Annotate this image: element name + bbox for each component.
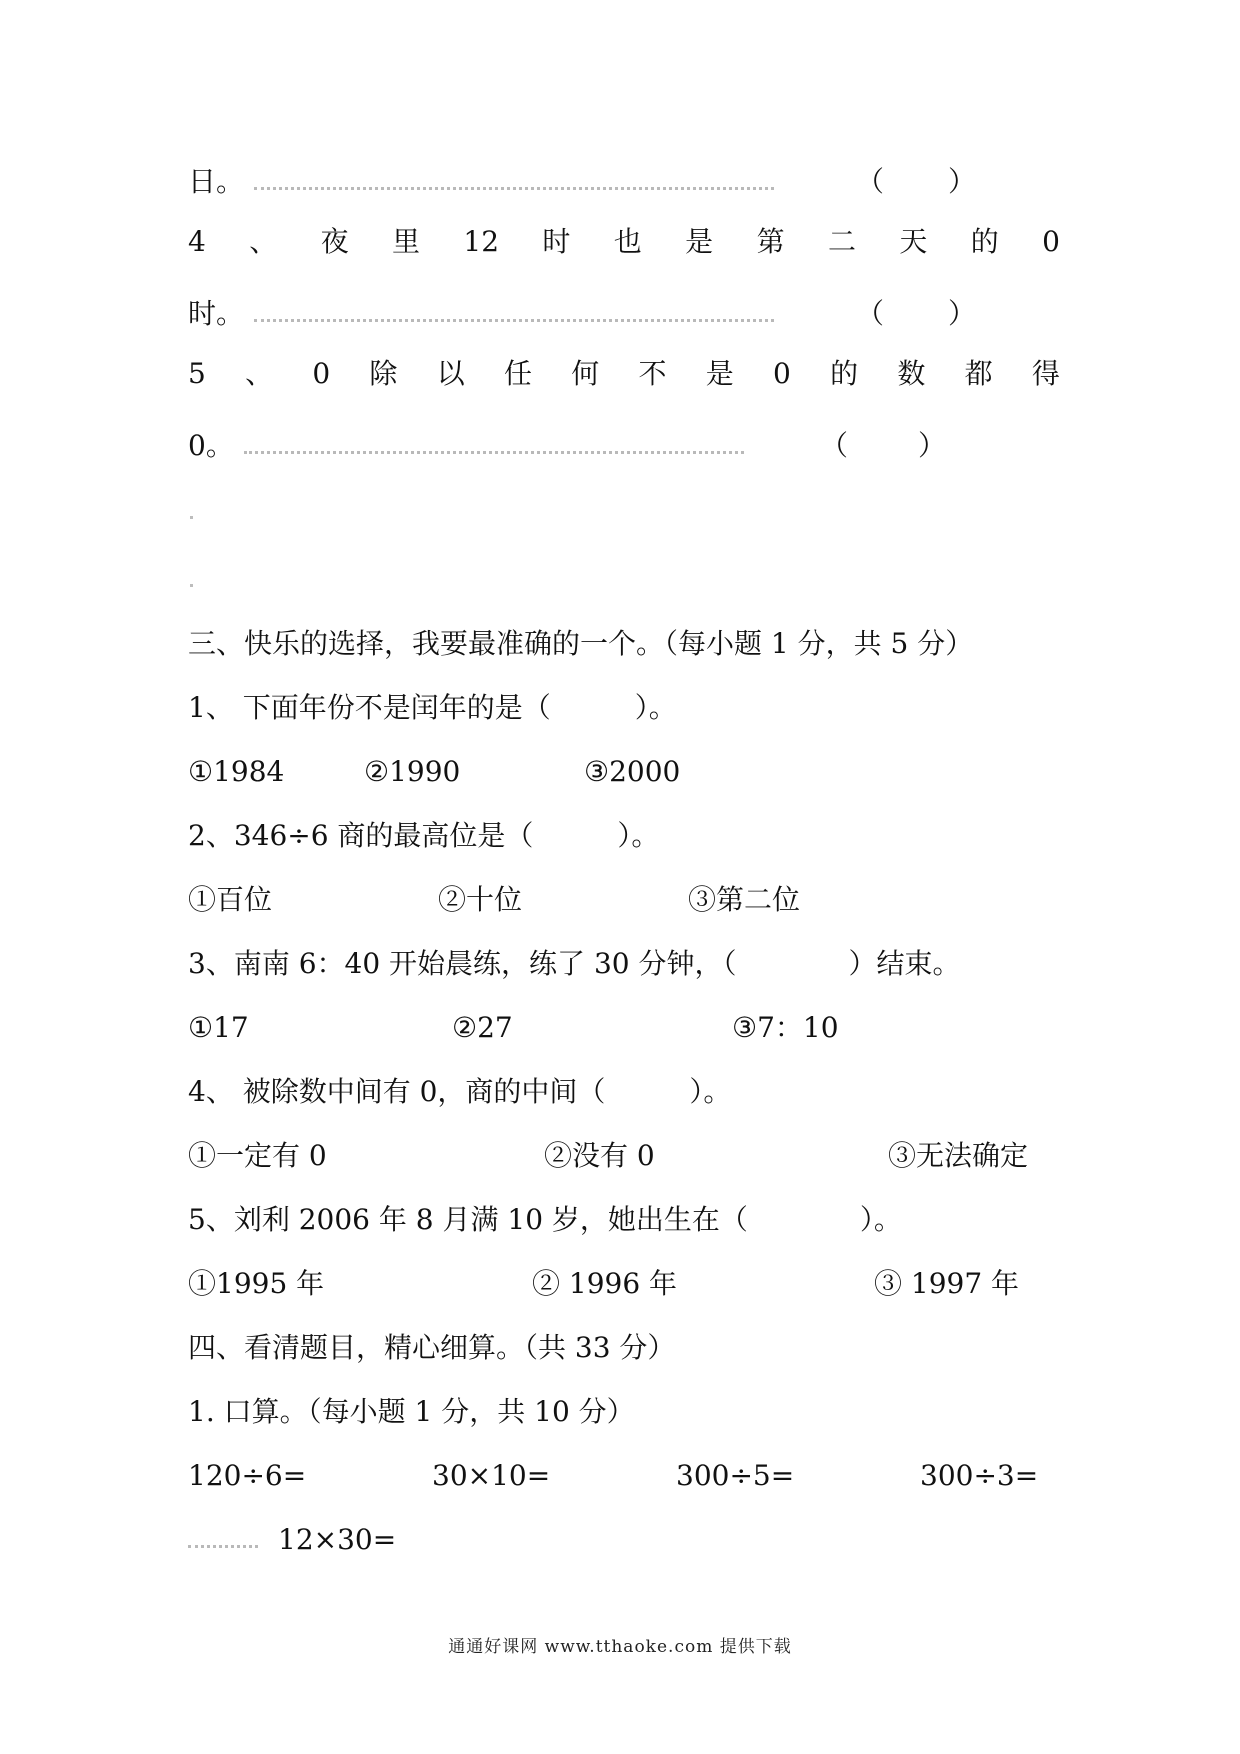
judge-q5-line (188, 350, 1060, 398)
judge-q5-end-text: 0。 (188, 429, 234, 462)
judge-q5-end-line (188, 422, 1060, 470)
option-1: ①1984 (188, 755, 285, 788)
char: 除 (369, 357, 398, 390)
answer-paren-open: （ (856, 297, 885, 330)
math-item: 300÷5= (676, 1459, 795, 1492)
option-3: ③无法确定 (888, 1139, 1029, 1172)
char: 的 (830, 357, 859, 390)
char: 里 (391, 225, 420, 258)
option-2: ② 1996 年 (532, 1267, 678, 1300)
judge-q3-end-text: 日。 (188, 165, 245, 198)
char: 时 (542, 225, 571, 258)
math-item: 300÷3= (920, 1459, 1039, 1492)
judge-q5-spaced-text (188, 350, 1060, 398)
choice-q1-options (188, 748, 1060, 796)
leader-dots (254, 177, 774, 190)
mental-math-row-2 (188, 1516, 396, 1564)
option-2: ②27 (452, 1011, 513, 1044)
char: 数 (897, 357, 926, 390)
char: 也 (613, 225, 642, 258)
choice-q5: 5、刘利 2006 年 8 月满 10 岁，她出生在（ ）。 (188, 1203, 902, 1236)
char: 任 (503, 357, 532, 390)
section4-heading: 四、看清题目，精心细算。（共 33 分） (188, 1331, 676, 1364)
choice-q4: 4、 被除数中间有 0，商的中间（ ）。 (188, 1075, 732, 1108)
char: 是 (685, 225, 714, 258)
leader-dots (188, 1535, 258, 1548)
option-1: ①一定有 0 (188, 1139, 327, 1172)
char: 天 (899, 225, 928, 258)
choice-q3: 3、南南 6：40 开始晨练，练了 30 分钟，（ ）结束。 (188, 947, 961, 980)
mental-math-row-1 (188, 1452, 1060, 1500)
choice-q2-options (188, 876, 1060, 924)
char: 第 (756, 225, 785, 258)
footer-credit: 通通好课网 www.tthaoke.com 提供下载 (448, 1637, 792, 1657)
option-2: ②没有 0 (544, 1139, 655, 1172)
char: 0 (773, 357, 791, 390)
option-3: ③7：10 (732, 1011, 839, 1044)
option-1: ①百位 (188, 883, 273, 916)
option-2: ②十位 (438, 883, 523, 916)
option-1: ①17 (188, 1011, 249, 1044)
leader-dots (244, 441, 744, 454)
scan-speck (190, 516, 193, 519)
char: 、 (245, 357, 274, 390)
choice-q3-options (188, 1004, 1060, 1052)
math-item: 12×30= (278, 1523, 397, 1556)
char: 是 (705, 357, 734, 390)
char: 4 (188, 225, 206, 258)
judge-q4-end-text: 时。 (188, 297, 245, 330)
char: 都 (964, 357, 993, 390)
math-item: 120÷6= (188, 1459, 307, 1492)
option-1: ①1995 年 (188, 1267, 325, 1300)
answer-paren-open: （ (856, 165, 885, 198)
option-2: ②1990 (364, 755, 461, 788)
choice-q2: 2、346÷6 商的最高位是（ ）。 (188, 819, 660, 852)
answer-paren-close: ） (948, 297, 977, 330)
answer-paren-close: ） (918, 429, 947, 462)
option-3: ③ 1997 年 (874, 1267, 1020, 1300)
judge-q3-end-line (188, 158, 1060, 206)
char: 二 (827, 225, 856, 258)
choice-q1: 1、 下面年份不是闰年的是（ ）。 (188, 691, 677, 724)
answer-paren-open: （ (820, 429, 849, 462)
choice-q4-options (188, 1132, 1060, 1180)
section3-heading: 三、快乐的选择，我要最准确的一个。（每小题 1 分，共 5 分） (188, 627, 974, 660)
char: 得 (1031, 357, 1060, 390)
math-item: 30×10= (432, 1459, 551, 1492)
char: 12 (463, 225, 500, 258)
char: 、 (249, 225, 278, 258)
char: 5 (188, 357, 206, 390)
scan-speck (190, 584, 193, 587)
char: 以 (436, 357, 465, 390)
option-3: ③2000 (584, 755, 681, 788)
char: 夜 (320, 225, 349, 258)
leader-dots (254, 309, 774, 322)
section4-sub1: 1. 口算。（每小题 1 分，共 10 分） (188, 1395, 635, 1428)
judge-q4-line (188, 218, 1060, 266)
choice-q5-options (188, 1260, 1060, 1308)
judge-q4-end-line (188, 290, 1060, 338)
char: 不 (638, 357, 667, 390)
char: 的 (970, 225, 999, 258)
option-3: ③第二位 (688, 883, 801, 916)
answer-paren-close: ） (948, 165, 977, 198)
char: 0 (1042, 225, 1060, 258)
char: 0 (312, 357, 331, 390)
judge-q4-spaced-text (188, 218, 1060, 266)
char: 何 (571, 357, 600, 390)
